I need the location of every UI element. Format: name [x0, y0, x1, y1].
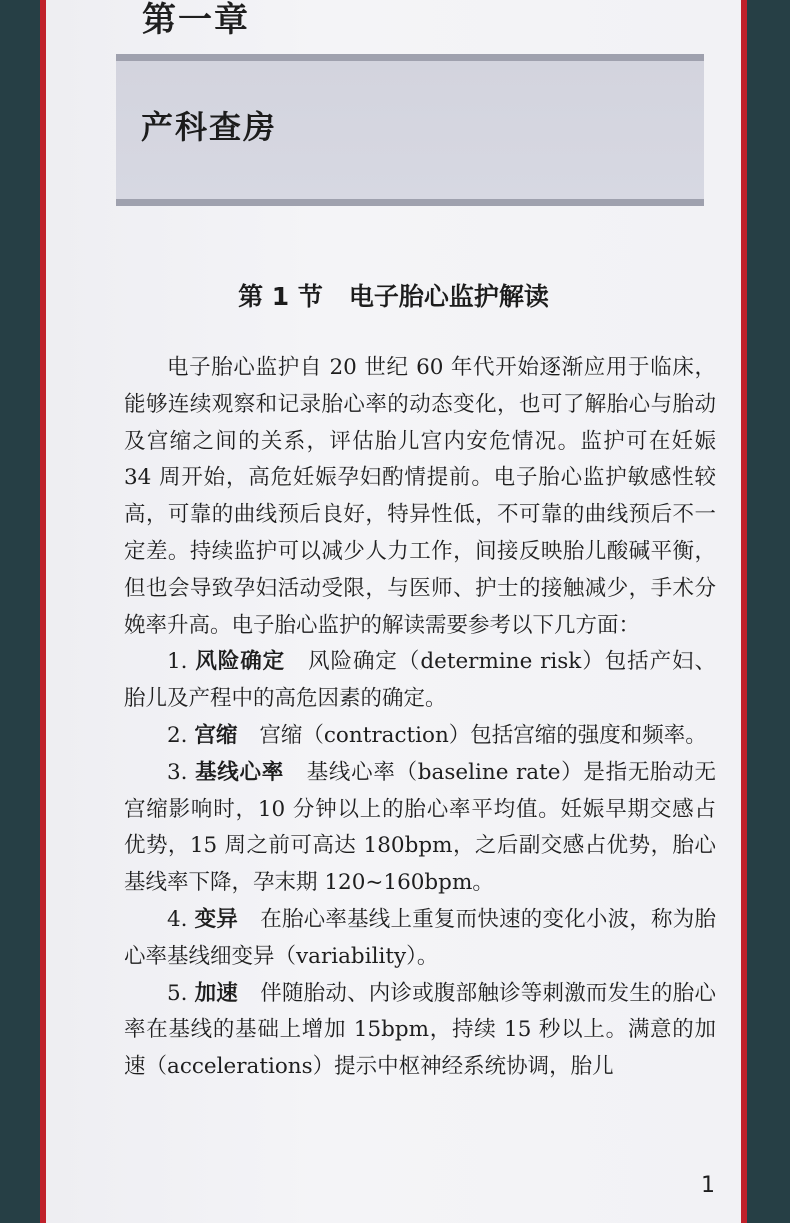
item-number: 4. [167, 906, 188, 932]
item-number: 2. [167, 722, 188, 748]
list-item [124, 755, 716, 902]
book-page [46, 0, 741, 1223]
item-text: 基线心率（baseline rate）是指无胎动无宫缩影响时，10 分钟以上的胎心率平均值。妊娠早期交感占优势，15 周之前可高达 180bpm，之后副交感占优势，胎心基线率下降，孕末期 120~160bpm。 [124, 759, 716, 896]
section-number: 第 1 节 [238, 282, 323, 311]
item-number: 3. [167, 759, 188, 785]
book-edge-right [741, 0, 747, 1223]
list-item [124, 644, 716, 718]
chapter-heading: 第一章 [142, 0, 250, 40]
item-text: 风险确定（determine risk）包括产妇、胎儿及产程中的高危因素的确定。 [124, 649, 716, 712]
list-item [124, 902, 716, 976]
body-text [124, 350, 716, 1086]
item-text: 在胎心率基线上重复而快速的变化小波，称为胎心率基线细变异（variability）。 [124, 906, 716, 969]
item-number: 5. [167, 980, 188, 1006]
banner-title: 产科查房 [141, 108, 278, 146]
item-label: 加速 [194, 980, 239, 1006]
item-label: 风险确定 [195, 649, 286, 675]
item-label: 宫缩 [194, 722, 238, 748]
item-label: 变异 [194, 906, 239, 932]
section-heading [46, 277, 741, 313]
list-item [124, 976, 716, 1086]
item-text: 伴随胎动、内诊或腹部触诊等刺激而发生的胎心率在基线的基础上增加 15bpm，持续 15 秒以上。满意的加速（accelerations）提示中枢神经系统协调，胎儿 [124, 980, 716, 1080]
item-text: 宫缩（contraction）包括宫缩的强度和频率。 [259, 722, 707, 748]
item-number: 1. [167, 649, 188, 675]
item-label: 基线心率 [195, 759, 284, 785]
list-item [124, 718, 716, 755]
page-number: 1 [701, 1173, 715, 1198]
section-title: 电子胎心监护解读 [348, 282, 549, 311]
intro-paragraph: 电子胎心监护自 20 世纪 60 年代开始逐渐应用于临床，能够连续观察和记录胎心率的动态变化，也可了解胎心与胎动及宫缩之间的关系，评估胎儿宫内安危情况。监护可在妊娠 34 周开始，高危妊娠孕妇酌情提前。电子胎心监护敏感性较高，可靠的曲线预后良好，特异性低，不可靠的曲线预后不一定差。持续监护可以减少人力工作，间接反映胎儿酸碱平衡，但也会导致孕妇活动受限，与医师、护士的接触减少，手术分娩率升高。电子胎心监护的解读需要参考以下几方面： [124, 355, 716, 638]
